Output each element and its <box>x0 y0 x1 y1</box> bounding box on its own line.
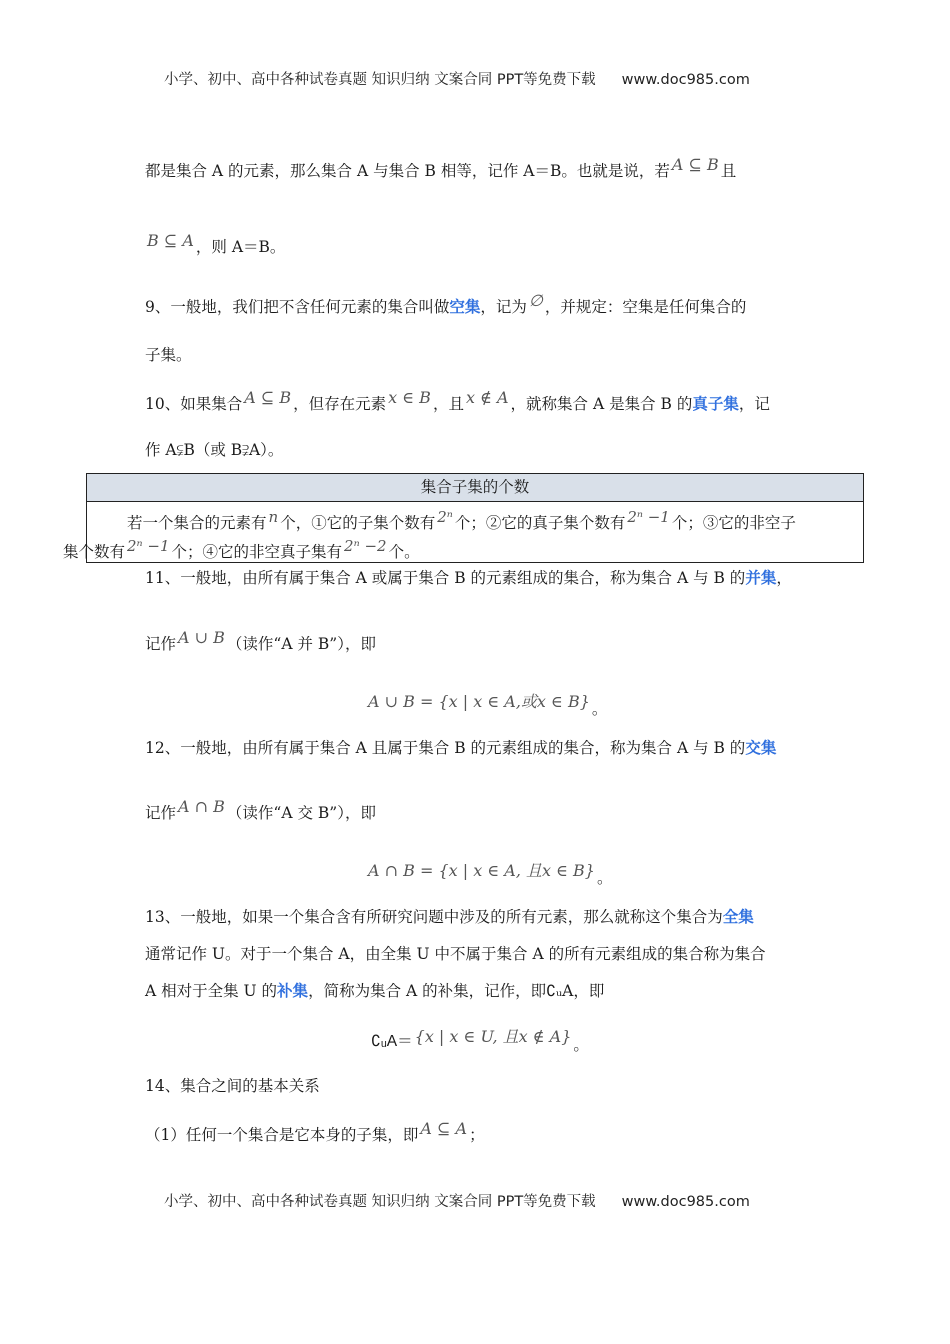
page-footer <box>164 1190 750 1211</box>
term-intersection: 交集 <box>745 738 777 757</box>
math-n: n <box>268 508 279 526</box>
math-x-in-b: x ∈ B <box>388 388 431 407</box>
footer-site-link[interactable]: www.doc985.com <box>621 1194 750 1210</box>
header-site-link[interactable]: www.doc985.com <box>621 72 750 88</box>
para12-line2: 记作 A ∩ B （读作“A 交 B”），即 <box>145 797 376 822</box>
math-a-subset-a: A ⊆ A <box>420 1119 468 1138</box>
para10-line1: 10、如果集合 A ⊆ B ，但存在元素 x ∈ B ，且 x ∉ A ，就称集合 A 是集合 B 的真子集，记 <box>145 388 770 413</box>
term-union: 并集 <box>745 568 777 587</box>
term-empty-set: 空集 <box>449 297 481 316</box>
para11-line1: 11、一般地，由所有属于集合 A 或属于集合 B 的元素组成的集合，称为集合 A 与 B 的并集， <box>145 568 792 587</box>
para9-line1: 9、一般地，我们把不含任何元素的集合叫做空集，记为 ∅ ，并规定：空集是任何集合的 <box>145 291 747 316</box>
math-a-intersect-b: A ∩ B <box>178 797 225 816</box>
para13-line2: 通常记作 U。对于一个集合 A，由全集 U 中不属于集合 A 的所有元素组成的集合称为集合 <box>145 945 766 963</box>
table-title: 集合子集的个数 <box>87 474 863 502</box>
para10-line2: 作 A⫋B（或 B⫌A）。 <box>145 441 284 459</box>
header-text: 小学、初中、高中各种试卷真题 知识归纳 文案合同 PPT等免费下载 <box>164 72 596 88</box>
math-2-pow-n-minus-1: 2ⁿ −1 <box>127 537 170 555</box>
footer-text: 小学、初中、高中各种试卷真题 知识归纳 文案合同 PPT等免费下载 <box>164 1194 596 1210</box>
math-a-subset-b: A ⊆ B <box>671 155 719 174</box>
math-a-subset-b: A ⊆ B <box>244 388 292 407</box>
para11-line2: 记作 A ∪ B （读作“A 并 B”），即 <box>145 628 376 653</box>
math-2-pow-n: 2ⁿ <box>437 508 453 526</box>
term-proper-subset: 真子集 <box>692 394 739 413</box>
union-equation: A ∪ B = {x | x ∈ A,或x ∈ B} 。 <box>368 692 608 718</box>
math-a-union-b: A ∪ B <box>178 628 225 647</box>
subset-count-table <box>63 473 864 563</box>
term-complement: 补集 <box>277 981 309 1000</box>
para14-item1: （1）任何一个集合是它本身的子集，即 A ⊆ A ； <box>145 1119 485 1144</box>
para14-title: 14、集合之间的基本关系 <box>145 1077 320 1095</box>
page-header <box>164 68 750 89</box>
para9-line2: 子集。 <box>145 346 192 364</box>
term-universal-set: 全集 <box>722 907 754 926</box>
para13-line3: A 相对于全集 U 的补集，简称为集合 A 的补集，记作，即∁ᵤA，即 <box>145 981 605 1000</box>
intersection-equation: A ∩ B = {x | x ∈ A, 且x ∈ B} 。 <box>368 861 613 887</box>
complement-equation: ∁ᵤA＝ {x | x ∈ U, 且x ∉ A} 。 <box>371 1027 589 1054</box>
table-body: 若一个集合的元素有 n 个，①它的子集个数有 2ⁿ 个；②它的真子集个数有 2ⁿ −1 个；③它的非空子 集个数有 2ⁿ −1 个；④它的非空真子集有 2ⁿ −2 个。 <box>63 508 796 561</box>
math-x-notin-a: x ∉ A <box>465 388 509 407</box>
para8-line2: B ⊆ A ，则 A＝B。 <box>147 231 286 256</box>
math-2-pow-n-minus-1: 2ⁿ −1 <box>627 508 670 526</box>
para8-line1: 都是集合 A 的元素，那么集合 A 与集合 B 相等，记作 A＝B。也就是说，若 A ⊆ B 且 <box>145 155 737 180</box>
math-b-subset-a: B ⊆ A <box>147 231 194 250</box>
para13-line1: 13、一般地，如果一个集合含有所研究问题中涉及的所有元素，那么就称这个集合为全集 <box>145 907 754 926</box>
para12-line1: 12、一般地，由所有属于集合 A 且属于集合 B 的元素组成的集合，称为集合 A 与 B 的交集 <box>145 738 777 757</box>
math-2-pow-n-minus-2: 2ⁿ −2 <box>344 537 387 555</box>
math-empty-set: ∅ <box>528 291 543 310</box>
